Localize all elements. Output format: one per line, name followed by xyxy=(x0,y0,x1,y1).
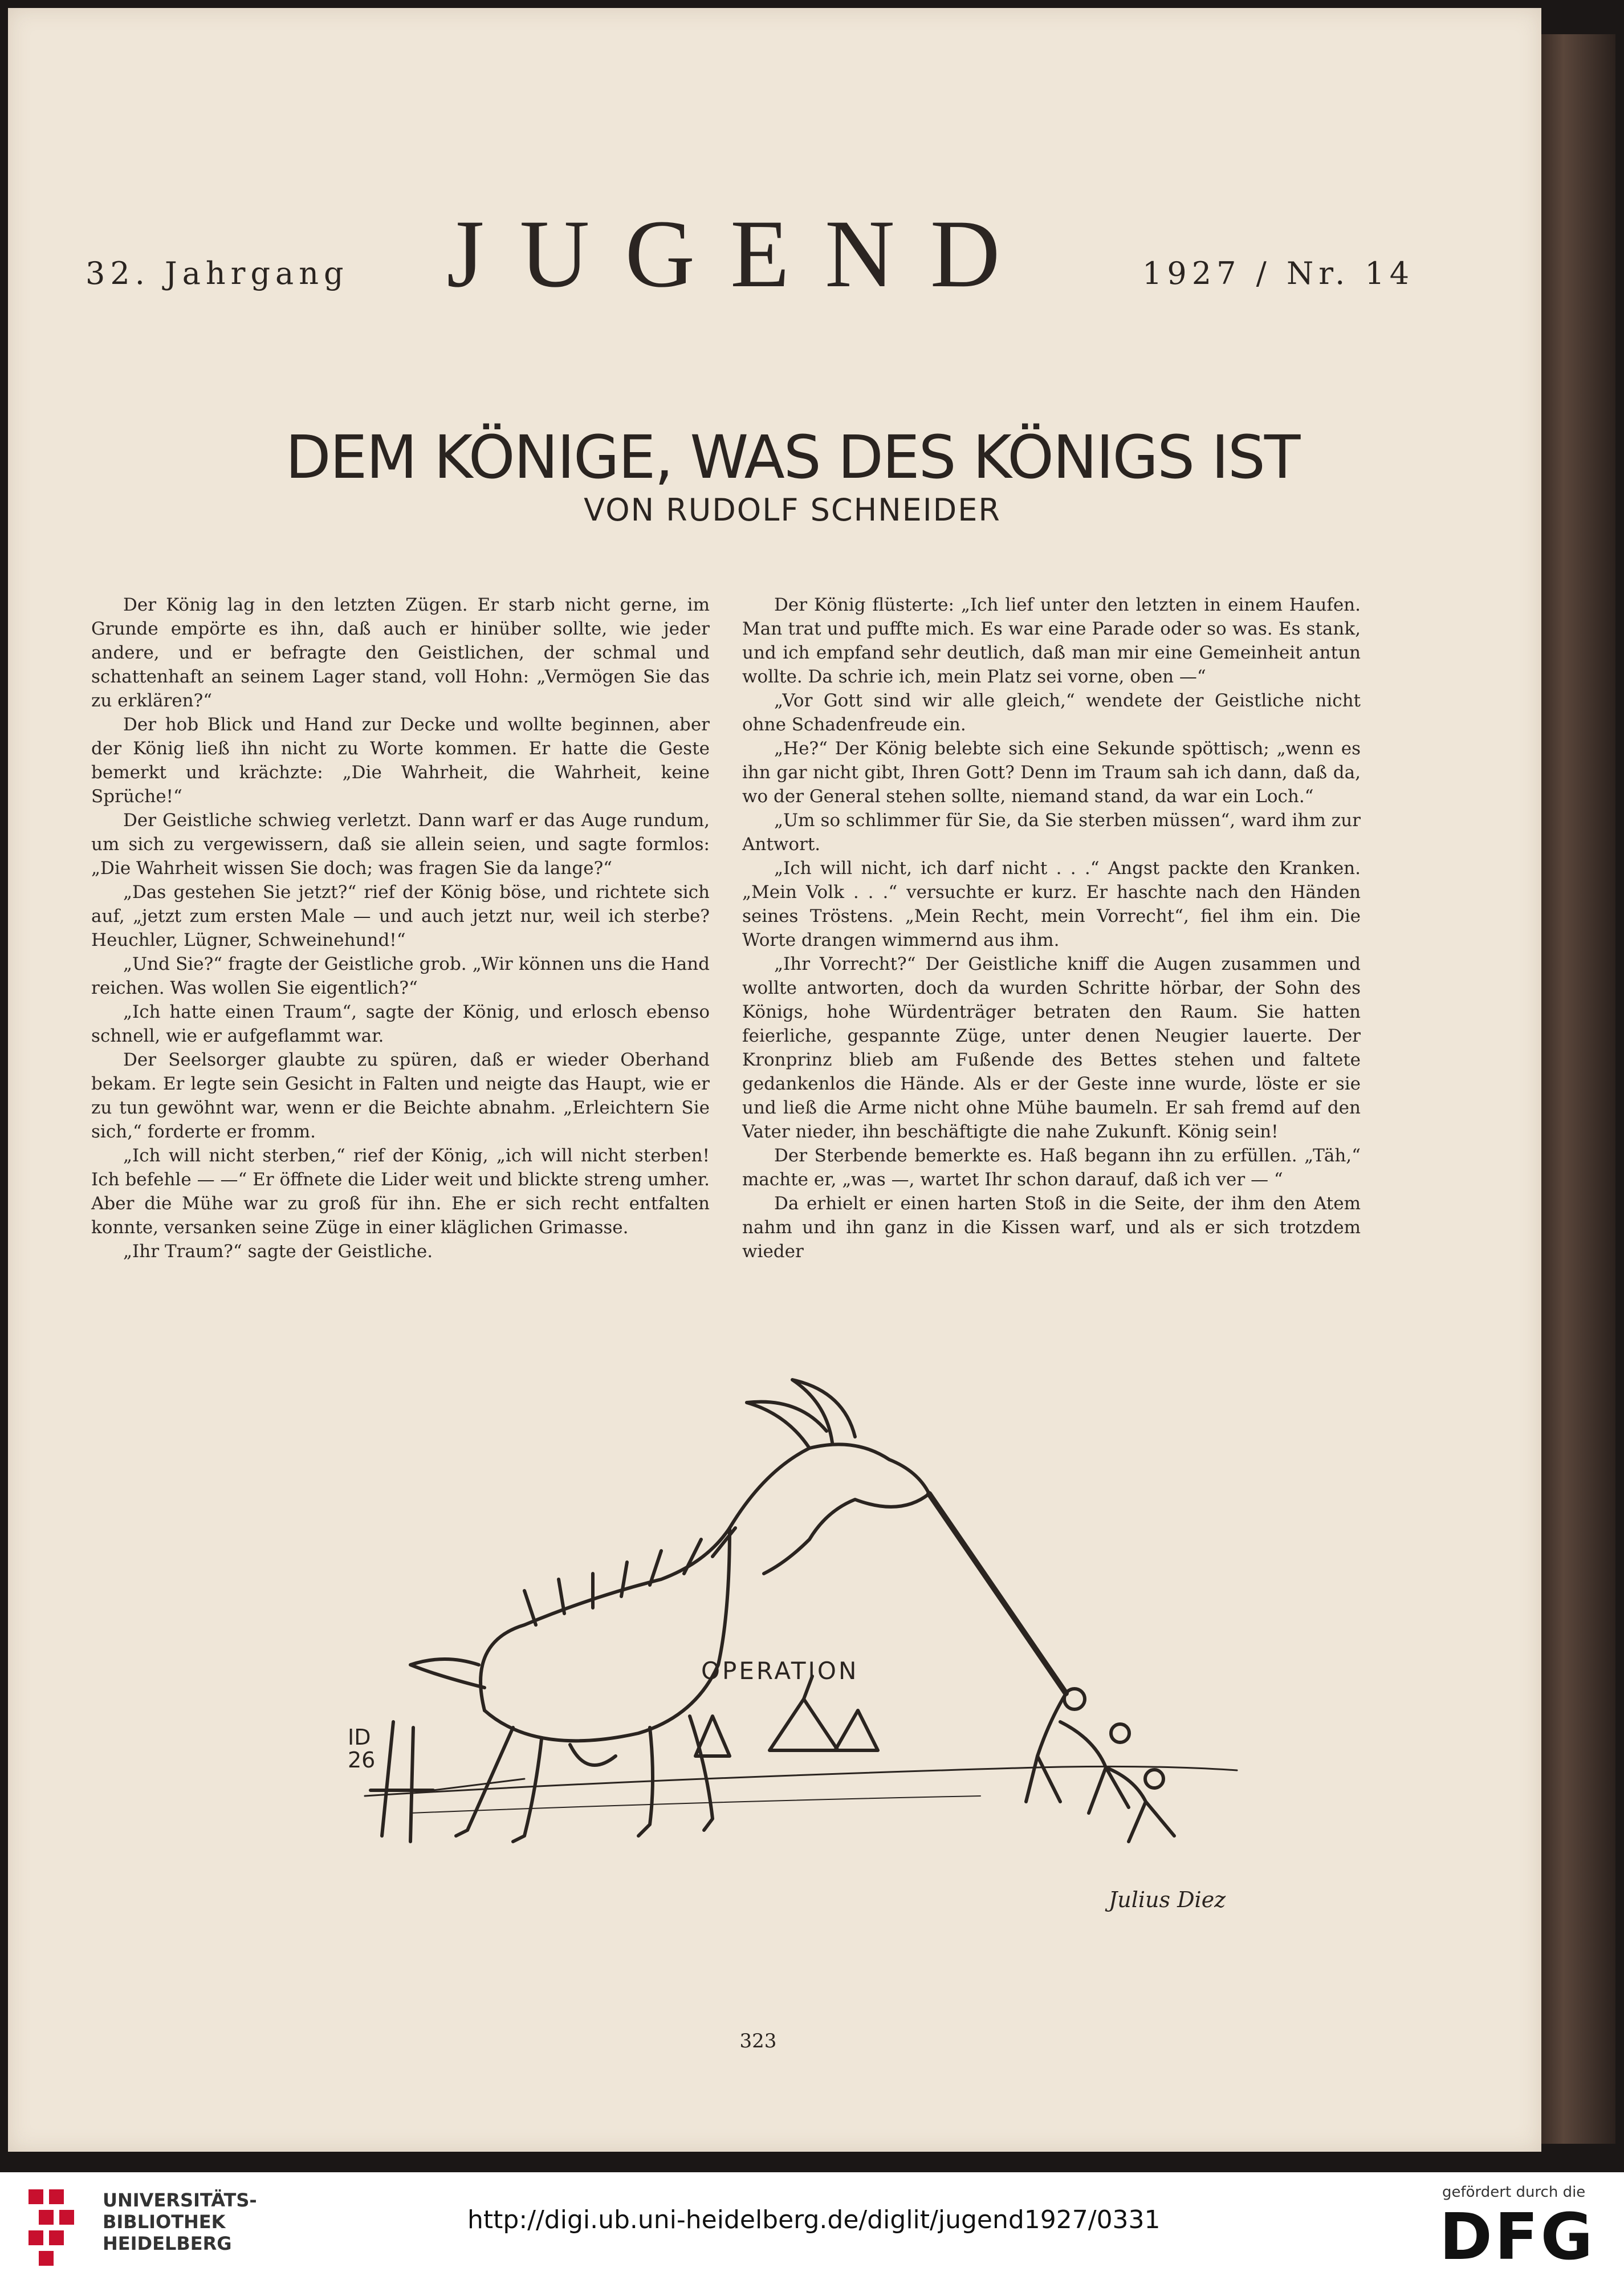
dfg-logo: DFG xyxy=(1439,2200,1595,2274)
source-url-link[interactable]: http://digi.ub.uni-heidelberg.de/diglit/jugend1927/0331 xyxy=(467,2205,1161,2234)
paragraph: Da erhielt er einen harten Stoß in die Seite, der ihm den Atem nahm und ihn ganz in die Kissen warf, und als er sich trotzdem wieder xyxy=(742,1193,1361,1262)
library-name: UNIVERSITÄTS- BIBLIOTHEK HEIDELBERG xyxy=(103,2189,257,2254)
paragraph: „Und Sie?“ fragte der Geistliche grob. „Wir können uns die Hand reichen. Was wollen Sie eigentlich?“ xyxy=(91,954,710,998)
paragraph: Der hob Blick und Hand zur Decke und wollte beginnen, aber der König ließ ihn nicht zu Worte kommen. Er hatte die Geste bemerkt und krächzte: „Die Wahrheit, die Wahrheit, keine Sprüche!“ xyxy=(91,714,710,807)
article-byline: VON RUDOLF SCHNEIDER xyxy=(584,492,1001,528)
paragraph: „Ich hatte einen Traum“, sagte der König, und erlosch ebenso schnell, wie er aufgeflammt war. xyxy=(91,1002,710,1046)
text-column-right xyxy=(742,593,1361,1263)
paragraph: „Um so schlimmer für Sie, da Sie sterben müssen“, ward ihm zur Antwort. xyxy=(742,810,1361,855)
book-spine xyxy=(1541,34,1615,2144)
paragraph: „Ihr Traum?“ sagte der Geistliche. xyxy=(123,1241,433,1262)
volume-label: 32. Jahrgang xyxy=(86,255,349,291)
illustration-signature: Julius Diez xyxy=(1109,1887,1226,1912)
text-column-left xyxy=(91,593,710,1263)
paragraph: Der König flüsterte: „Ich lief unter den letzten in einem Haufen. Man trat und puffte mich. Es war eine Parade oder so was. Es stank, und ich empfand sehr deutlich, daß man mir eine Gemeinheit antun wollte. Da schrie ich, mein Platz sei vorne, oben —“ xyxy=(742,595,1361,687)
paragraph: Der Geistliche schwieg verletzt. Dann warf er das Auge rundum, um sich zu vergewissern, daß sie allein seien, und sagte formlos: „Die Wahrheit wissen Sie doch; was fragen Sie da lange?“ xyxy=(91,810,710,879)
artist-monogram-year: 26 xyxy=(348,1747,376,1773)
paragraph: „Vor Gott sind wir alle gleich,“ wendete der Geistliche nicht ohne Schadenfreude ein. xyxy=(742,690,1361,735)
funding-note: gefördert durch die xyxy=(1442,2184,1586,2201)
paragraph: „He?“ Der König belebte sich eine Sekunde spöttisch; „wenn es ihn gar nicht gibt, Ihren Gott? Denn im Traum sah ich dann, daß da, wo der General stehen sollte, niemand stand, da war ein Loch.“ xyxy=(742,738,1361,807)
page-number: 323 xyxy=(739,2030,777,2053)
paragraph: „Ich will nicht, ich darf nicht . . .“ Angst packte den Kranken. „Mein Volk . . .“ versuchte er kurz. Er haschte nach den Händen seines Tröstens. „Mein Recht, mein Vorrecht“, fiel ihm ein. Die Worte drangen wimmernd aus ihm. xyxy=(742,858,1361,950)
paragraph: Der Sterbende bemerkte es. Haß begann ihn zu erfüllen. „Täh,“ machte er, „was —, wartet Ihr schon darauf, daß ich ver — “ xyxy=(742,1145,1361,1190)
goat-illustration xyxy=(296,1357,1265,1870)
paragraph: Der Seelsorger glaubte zu spüren, daß er wieder Oberhand bekam. Er legte sein Gesicht in Falten und neigte das Haupt, wie er zu tun gewöhnt war, wenn er die Beichte abnahm. „Erleichtern Sie sich,“ forderte er fromm. xyxy=(91,1050,710,1142)
university-library-logo-icon xyxy=(23,2184,91,2269)
illustration-caption: OPERATION xyxy=(701,1657,859,1685)
paragraph: Der König lag in den letzten Zügen. Er starb nicht gerne, im Grunde empörte es ihn, daß auch er hinüber sollte, wie jeder andere, und er befragte den Geistlichen, der schmal und schattenhaft an seinem Lager stand, voll Hohn: „Vermögen Sie das zu erklären?“ xyxy=(91,595,710,711)
article-title: DEM KÖNIGE, WAS DES KÖNIGS IST xyxy=(285,422,1300,492)
paragraph: „Ich will nicht sterben,“ rief der König, „ich will nicht sterben! Ich befehle — —“ Er öffnete die Lider weit und blickte streng umher. Aber die Mühe war zu groß für ihn. Ehe er sich recht entfalten konnte, versanken seine Züge in einer kläglichen Grimasse. xyxy=(91,1145,710,1238)
masthead: JUGEND xyxy=(446,200,1036,307)
paragraph: „Ihr Vorrecht?“ Der Geistliche kniff die Augen zusammen und wollte antworten, doch da wurden Schritte hörbar, der Sohn des Königs, hohe Würdenträger betraten den Raum. Sie hatten feierliche, gespannte Züge, unter denen Neugier lauerte. Der Kronprinz blieb am Fußende des Bettes stehen und faltete gedankenlos die Hände. Als er der Geste inne wurde, löste er sie und ließ die Arme nicht ohne Mühe baumeln. Er sah fremd auf den Vater nieder, ihn beschäftigte die nahe Zukunft. König sein! xyxy=(742,954,1361,1142)
issue-label: 1927 / Nr. 14 xyxy=(1142,255,1415,291)
paragraph: „Das gestehen Sie jetzt?“ rief der König böse, und richtete sich auf, „jetzt zum ersten Male — und auch jetzt nur, weil ich sterbe? Heuchler, Lügner, Schweinehund!“ xyxy=(91,882,710,950)
artist-monogram-initials: ID xyxy=(348,1725,371,1750)
